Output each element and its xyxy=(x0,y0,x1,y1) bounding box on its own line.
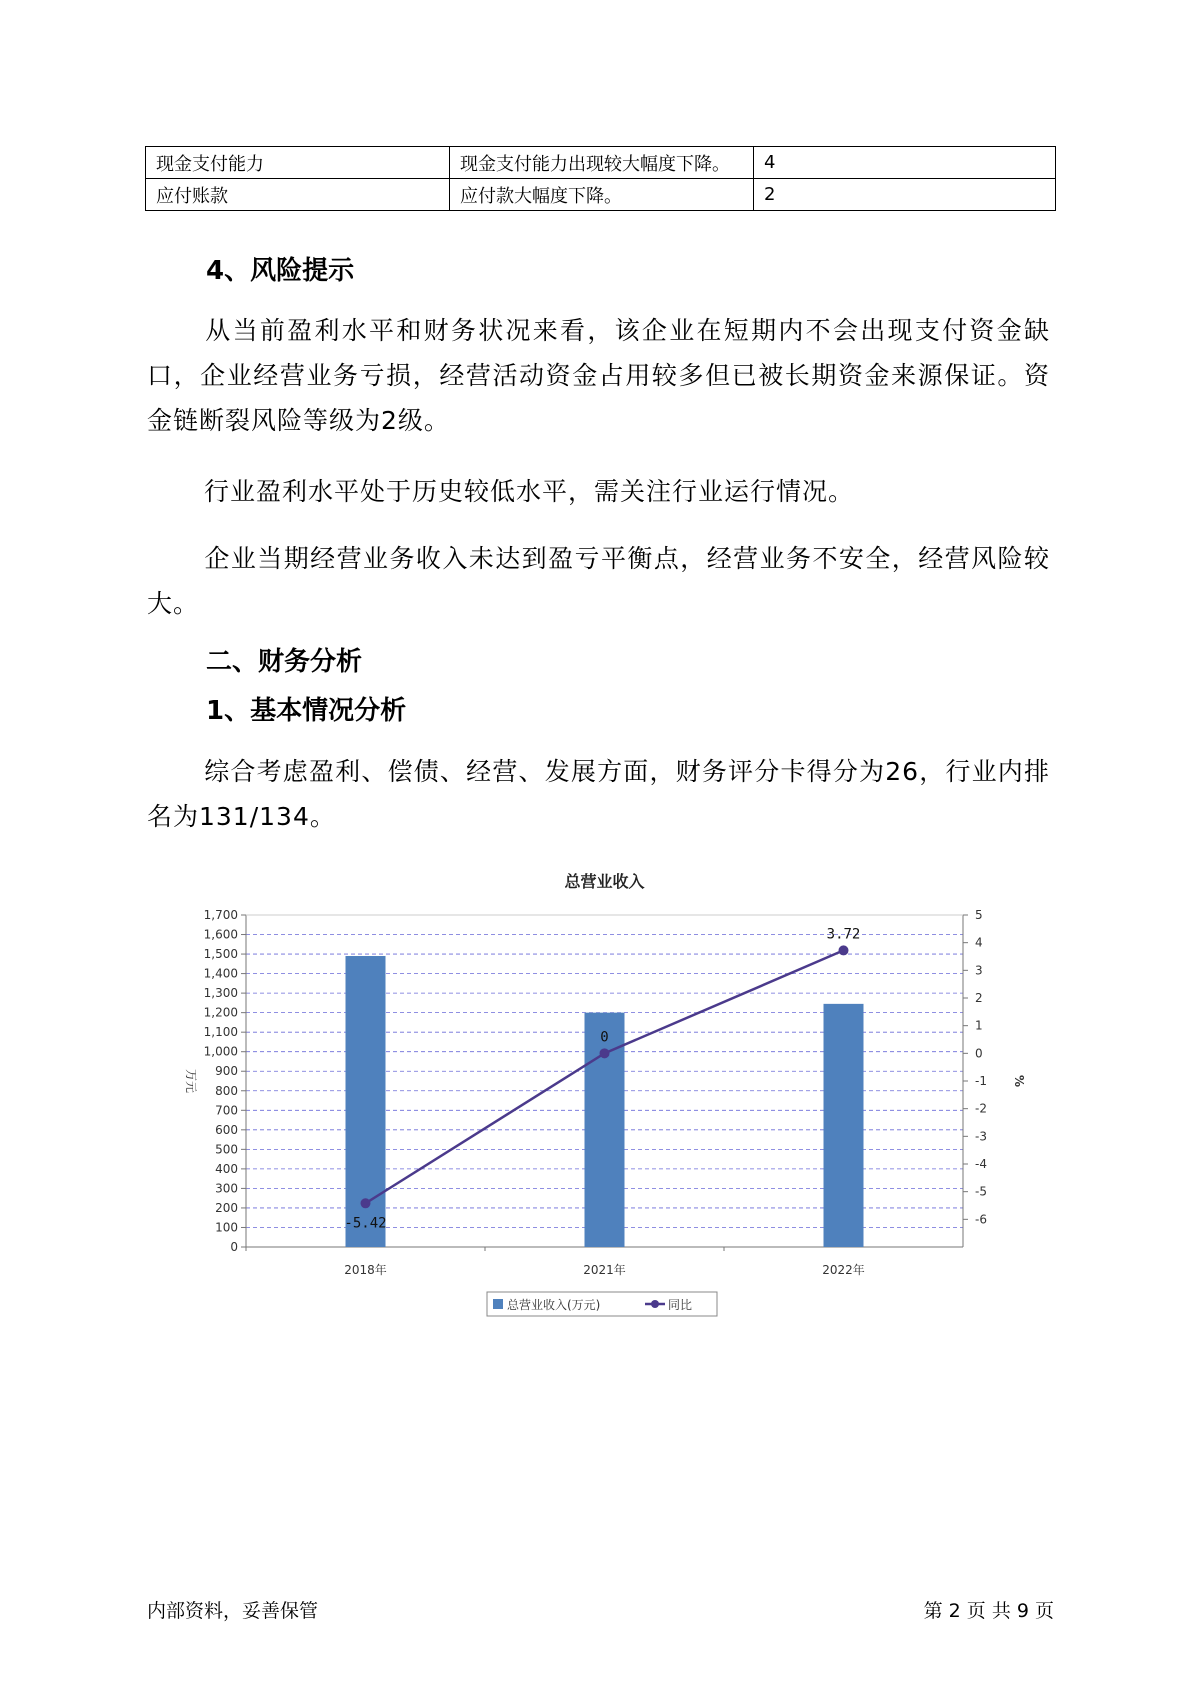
financial-analysis-heading: 二、财务分析 xyxy=(206,647,363,677)
y2-tick-label: -5 xyxy=(975,1184,987,1199)
y-tick-label: 1,400 xyxy=(203,966,238,981)
table-cell-score: 4 xyxy=(754,147,1056,179)
y-tick-label: 1,700 xyxy=(203,908,238,922)
y2-tick-label: -3 xyxy=(975,1129,987,1144)
legend-bar-swatch xyxy=(493,1299,503,1309)
yoy-point xyxy=(361,1198,371,1208)
y-tick-label: 200 xyxy=(215,1200,238,1215)
x-tick-label: 2018年 xyxy=(344,1263,387,1277)
table-row xyxy=(146,147,1056,179)
y2-tick-label: 3 xyxy=(975,963,983,978)
footer-confidential: 内部资料，妥善保管 xyxy=(147,1600,319,1622)
yoy-data-label: 3.72 xyxy=(826,926,861,943)
table-cell-desc: 现金支付能力出现较大幅度下降。 xyxy=(450,147,754,179)
y-tick-label: 1,000 xyxy=(203,1044,238,1059)
risk-paragraph-3-text: 企业当期经营业务收入未达到盈亏平衡点，经营业务不安全，经营风险较大。 xyxy=(147,544,1050,618)
y-tick-label: 1,200 xyxy=(203,1005,238,1020)
risk-paragraph-1-text: 从当前盈利水平和财务状况来看，该企业在短期内不会出现支付资金缺口，企业经营业务亏损，经营活动资金占用较多但已被长期资金来源保证。资金链断裂风险等级为2级。 xyxy=(147,316,1050,435)
y2-tick-label: -6 xyxy=(975,1212,987,1227)
y2-axis-title: % xyxy=(1012,1074,1026,1088)
y-tick-label: 700 xyxy=(215,1103,238,1118)
y2-tick-label: 2 xyxy=(975,991,983,1005)
y2-tick-label: 4 xyxy=(975,935,983,950)
y-tick-label: 600 xyxy=(215,1122,238,1137)
legend-line-label: 同比 xyxy=(668,1298,693,1312)
table-row xyxy=(146,179,1056,211)
y-tick-label: 1,300 xyxy=(203,986,238,1001)
yoy-data-label: -5.42 xyxy=(344,1215,387,1232)
y2-tick-label: -2 xyxy=(975,1101,987,1116)
y-axis-title: 万元 xyxy=(184,1068,198,1094)
risk-paragraph-1 xyxy=(147,308,1050,443)
legend-line-marker xyxy=(651,1300,659,1308)
table-cell-score: 2 xyxy=(754,179,1056,211)
y-tick-label: 300 xyxy=(215,1181,238,1196)
chart-title: 总营业收入 xyxy=(564,872,645,891)
y2-tick-label: 5 xyxy=(975,908,983,922)
risk-paragraph-2 xyxy=(147,469,1050,514)
y-tick-label: 400 xyxy=(215,1161,238,1176)
y-tick-label: 1,500 xyxy=(203,947,238,962)
y-tick-label: 800 xyxy=(215,1083,238,1098)
risk-paragraph-2-text: 行业盈利水平处于历史较低水平，需关注行业运行情况。 xyxy=(204,477,855,506)
yoy-point xyxy=(600,1048,610,1058)
yoy-data-label: 0 xyxy=(600,1029,609,1046)
indicator-table xyxy=(145,146,1056,211)
y2-tick-label: -4 xyxy=(975,1157,987,1171)
y-tick-label: 100 xyxy=(215,1220,238,1235)
y-tick-label: 0 xyxy=(230,1240,238,1254)
risk-paragraph-3 xyxy=(147,536,1050,626)
y2-tick-label: 0 xyxy=(975,1046,983,1061)
y-tick-label: 1,600 xyxy=(203,927,238,942)
table-cell-item: 现金支付能力 xyxy=(146,147,450,179)
legend-bar-label: 总营业收入(万元) xyxy=(507,1298,601,1312)
risk-heading: 4、风险提示 xyxy=(206,256,355,286)
yoy-point xyxy=(839,945,849,955)
y-tick-label: 1,100 xyxy=(203,1025,238,1040)
y-tick-label: 500 xyxy=(215,1142,238,1157)
bar xyxy=(824,1004,864,1247)
basic-analysis-heading: 1、基本情况分析 xyxy=(206,696,407,726)
basic-paragraph-text: 综合考虑盈利、偿债、经营、发展方面，财务评分卡得分为26，行业内排名为131/134。 xyxy=(147,757,1050,831)
basic-paragraph xyxy=(147,749,1050,839)
revenue-chart xyxy=(170,862,1030,1332)
table-cell-item: 应付账款 xyxy=(146,179,450,211)
y2-tick-label: -1 xyxy=(975,1074,987,1088)
x-tick-label: 2022年 xyxy=(822,1263,865,1277)
y2-tick-label: 1 xyxy=(975,1018,983,1033)
footer-page-number: 第 2 页 共 9 页 xyxy=(923,1600,1054,1622)
x-tick-label: 2021年 xyxy=(583,1263,626,1277)
table-cell-desc: 应付款大幅度下降。 xyxy=(450,179,754,211)
y-tick-label: 900 xyxy=(215,1064,238,1079)
